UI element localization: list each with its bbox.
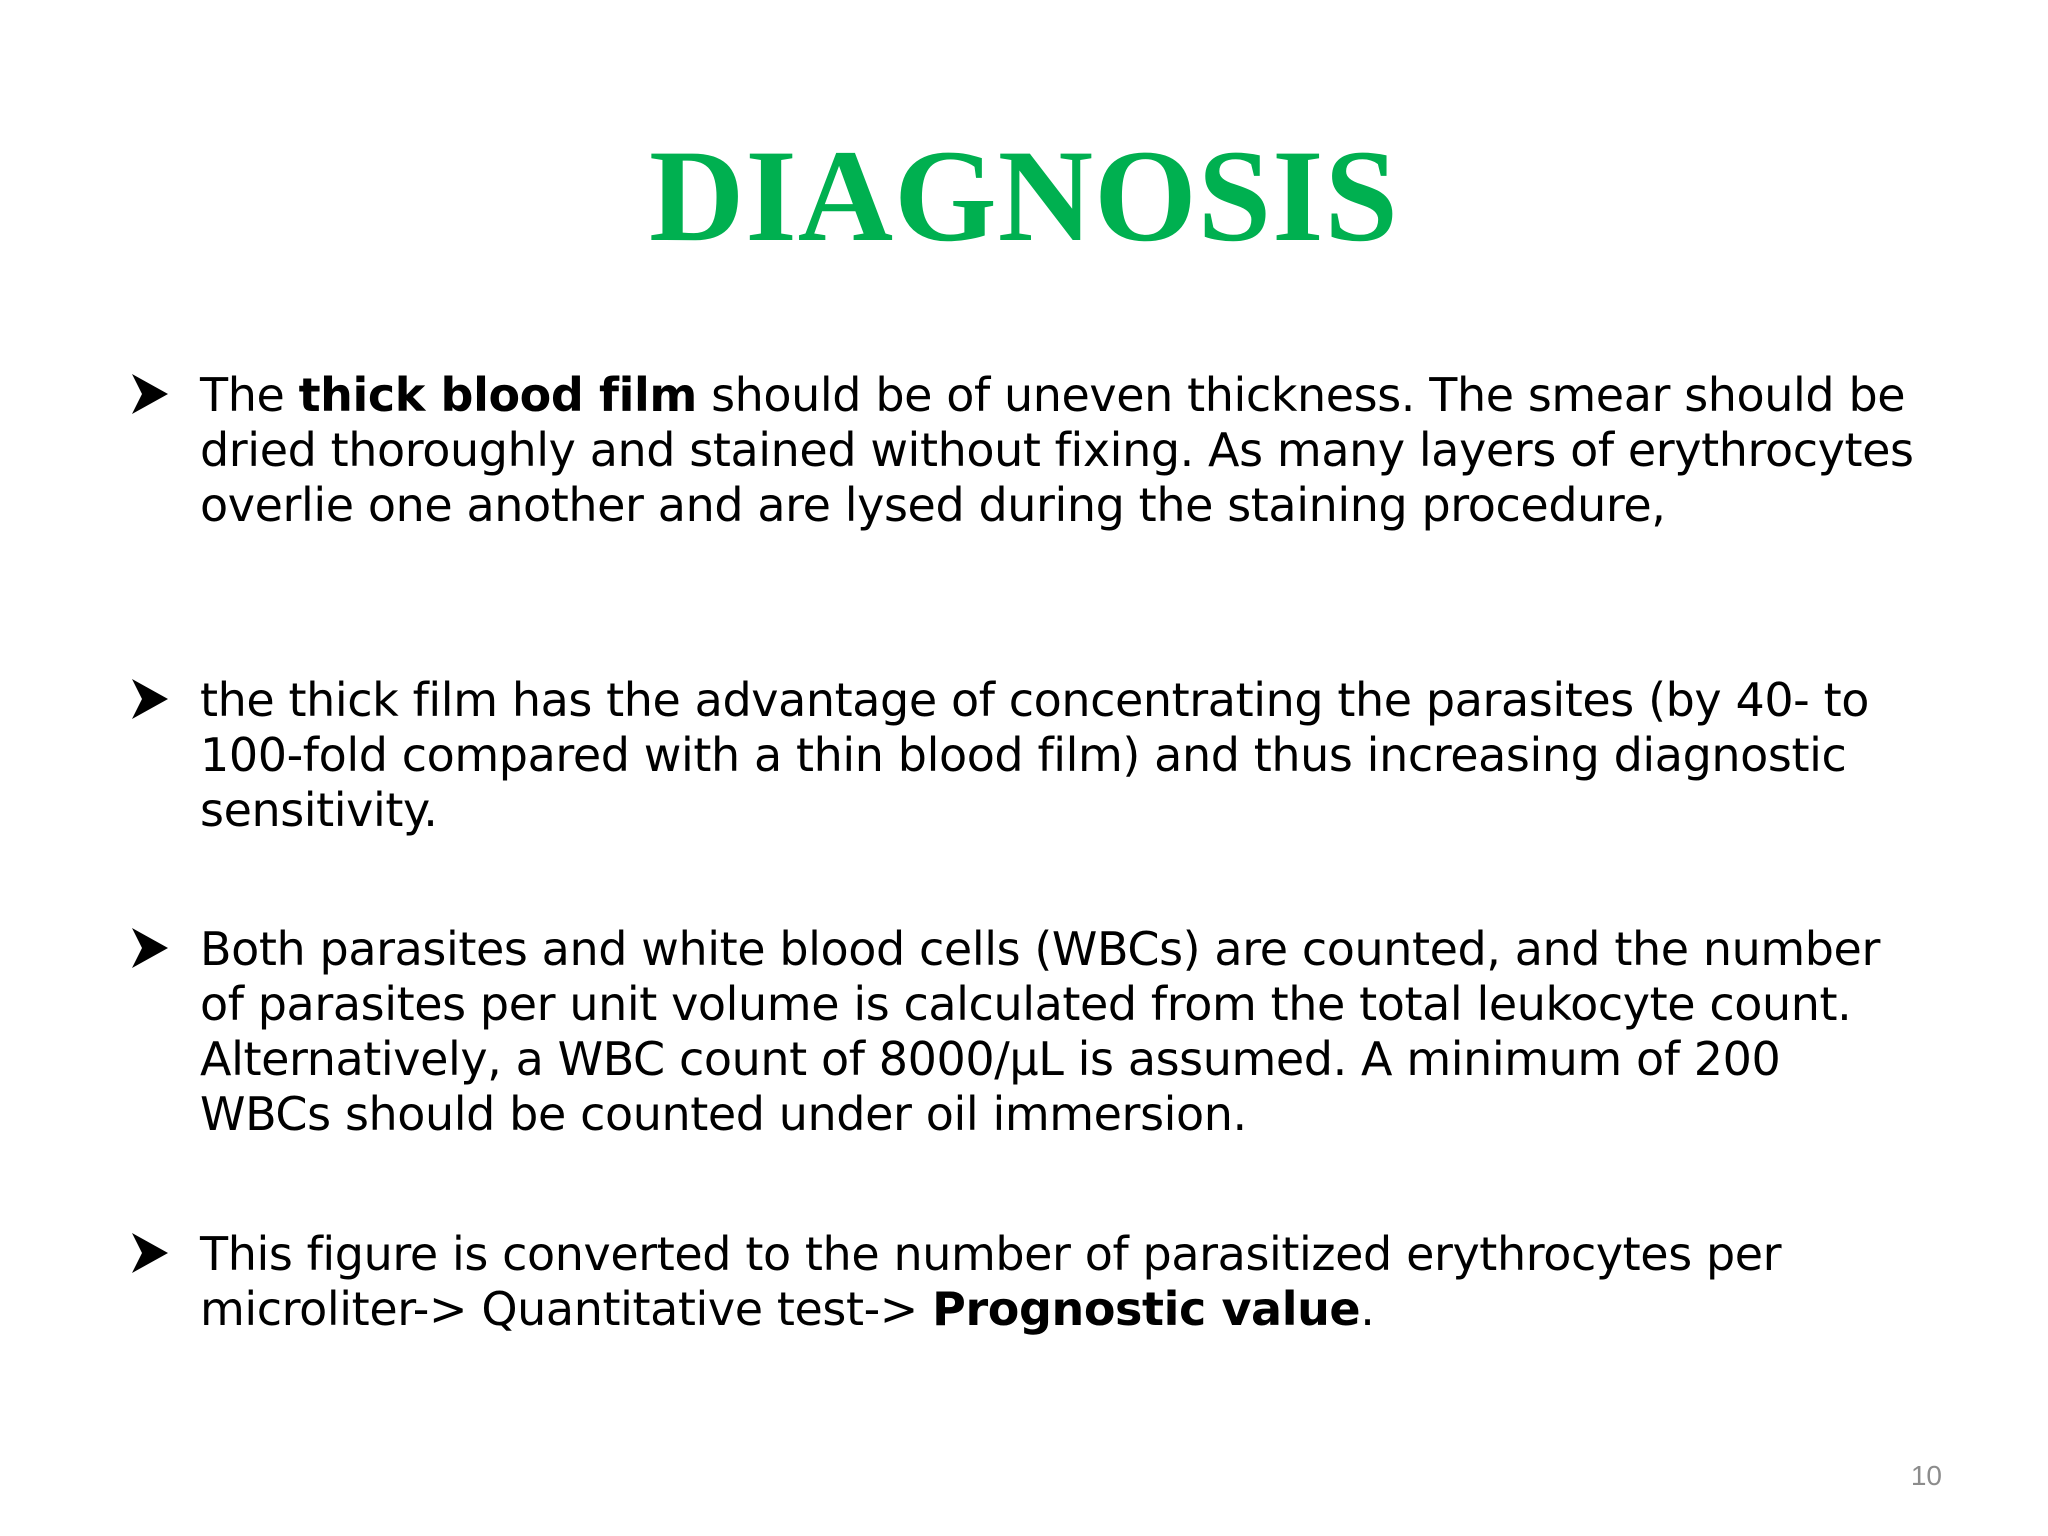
arrowhead-bullet-icon bbox=[128, 1229, 172, 1277]
slide-title: DIAGNOSIS bbox=[649, 122, 1399, 269]
bullet-text bbox=[200, 1227, 1920, 1337]
bullet-text-segment: The bbox=[200, 368, 299, 422]
bullet-text-bold: Prognostic value bbox=[932, 1282, 1361, 1336]
bullet-text: Both parasites and white blood cells (WBCs) are counted, and the number of parasites per unit volume is calculated from the total leukocyte count. Alternatively, a WBC count of 8000/µL is assumed. A minimum of 200 WBCs should be counted under oil immersion. bbox=[200, 922, 1880, 1141]
bullet-text: the thick film has the advantage of concentrating the parasites (by 40- to 100-fold compared with a thin blood film) and thus increasing diagnostic sensitivity. bbox=[200, 673, 1869, 837]
bullet-text-segment: This figure is converted to the number of parasitized erythrocytes per microliter-> Quantitative test-> bbox=[200, 1227, 1782, 1336]
bullet-text bbox=[200, 368, 1920, 533]
arrowhead-bullet-icon bbox=[128, 924, 172, 972]
slide-number: 10 bbox=[1910, 1460, 1942, 1491]
arrowhead-bullet-icon bbox=[128, 675, 172, 723]
bullet-text-segment: . bbox=[1360, 1282, 1375, 1336]
bullet-text-segment: should be of uneven thickness. The smear should be dried thoroughly and stained without fixing. As many layers of erythrocytes overlie one another and are lysed during the staining procedure, bbox=[200, 368, 1914, 532]
bullet-text-bold: thick blood film bbox=[298, 368, 697, 422]
arrowhead-bullet-icon bbox=[128, 370, 172, 418]
